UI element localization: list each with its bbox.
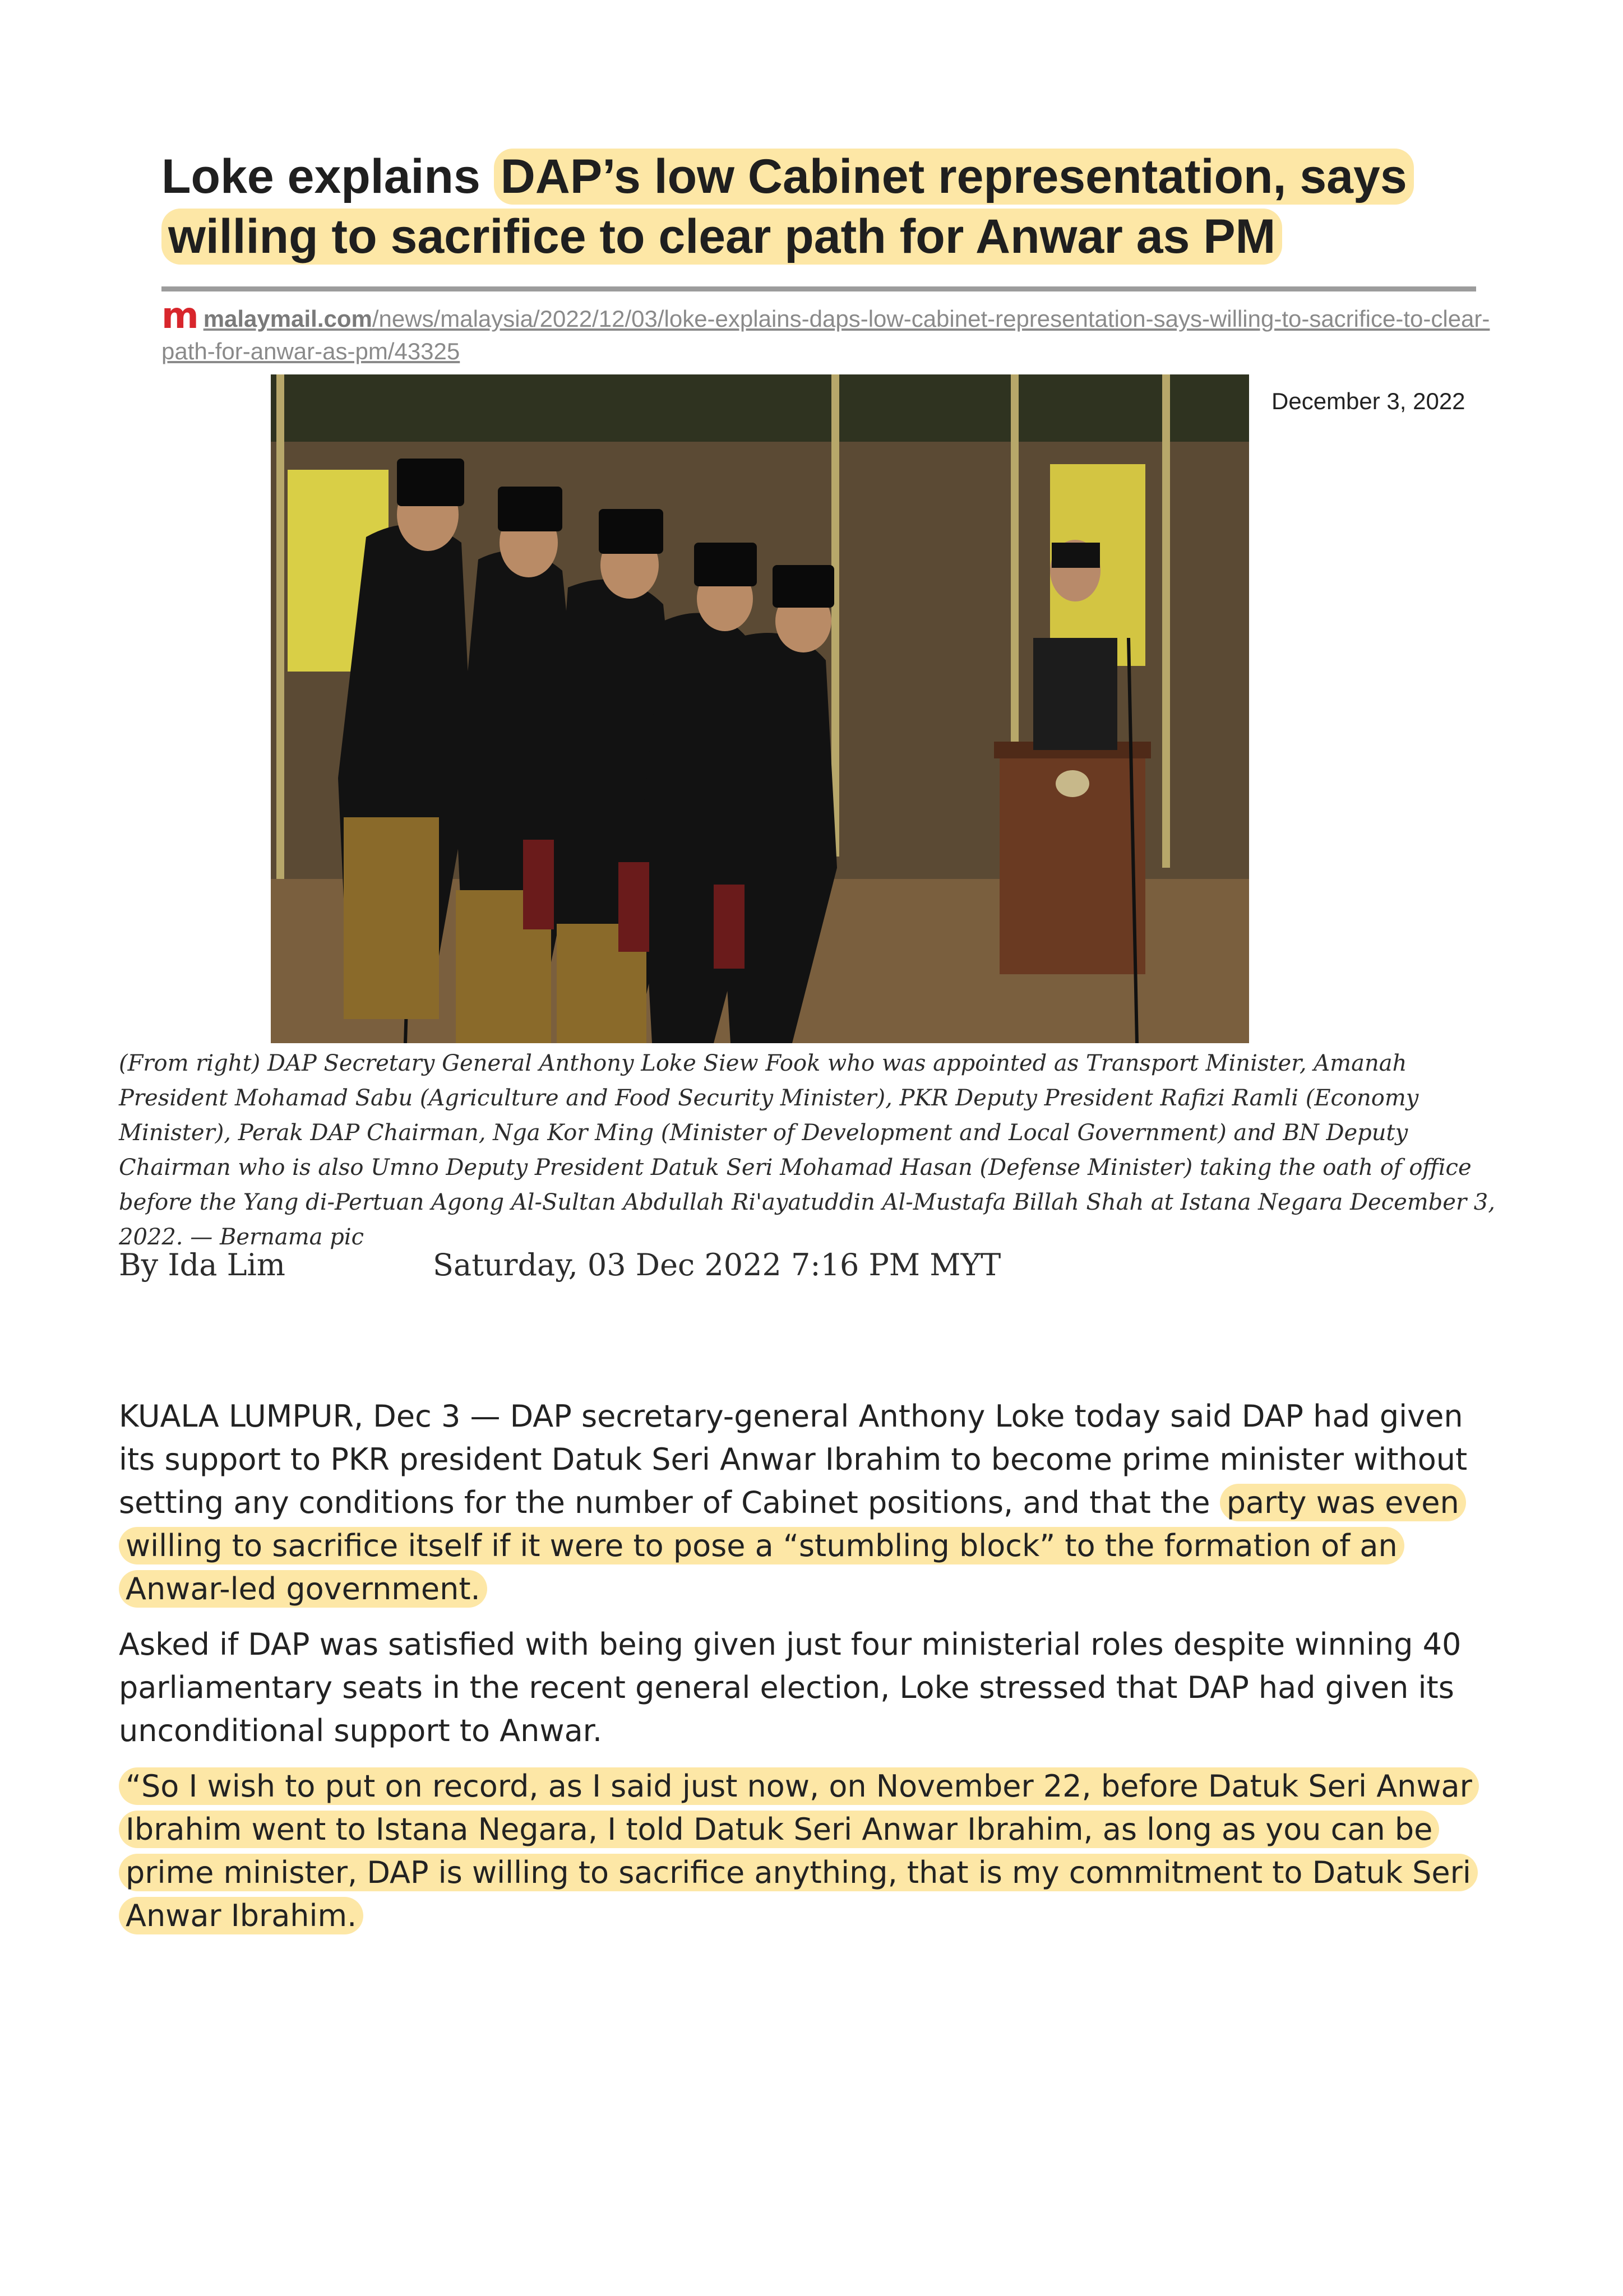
byline-datetime: Saturday, 03 Dec 2022 7:16 PM MYT <box>433 1247 1001 1283</box>
article-photo <box>271 374 1249 1043</box>
article-date: December 3, 2022 <box>1271 388 1465 414</box>
byline-author: By Ida Lim <box>119 1247 285 1283</box>
article-body <box>119 1395 1504 1950</box>
paragraph-3 <box>119 1765 1504 1937</box>
article-title <box>161 147 1485 267</box>
title-divider <box>161 286 1476 291</box>
paragraph-2: Asked if DAP was satisfied with being given just four ministerial roles despite winning 40 parliamentary seats in the recent general election, Loke stressed that DAP had given its unconditional support to Anwar. <box>119 1627 1462 1748</box>
byline <box>119 1247 1001 1283</box>
paragraph-1-highlight: party was even willing to sacrifice itself if it were to pose a “stumbling block” to the formation of an Anwar-led government. <box>119 1484 1466 1608</box>
malaymail-logo-icon: m <box>161 295 199 337</box>
paragraph-1-plain: KUALA LUMPUR, Dec 3 — DAP secretary-general Anthony Loke today said DAP had given its support to PKR president Datuk Seri Anwar Ibrahim to become prime minister without setting any conditions for the number of Cabinet positions, and that the <box>119 1399 1468 1520</box>
photo-caption: (From right) DAP Secretary General Anthony Loke Siew Fook who was appointed as Transport Minister, Amanah President Mohamad Sabu (Agriculture and Food Security Minister), PKR Deputy President Rafizi Ramli (Economy Minister), Perak DAP Chairman, Nga Kor Ming (Minister of Development and Local Government) and BN Deputy Chairman who is also Umno Deputy President Datuk Seri Mohamad Hasan (Defense Minister) taking the oath of office before the Yang di-Pertuan Agong Al-Sultan Abdullah Ri'ayatuddin Al-Mustafa Billah Shah at Istana Negara December 3, 2022. — Bernama pic <box>119 1050 1495 1250</box>
source-url[interactable]: malaymail.com/news/malaysia/2022/12/03/loke-explains-daps-low-cabinet-representation-says-willing-to-sacrifice-to-clear-path-for-anwar-as-pm/43325 <box>161 305 1490 364</box>
paragraph-1 <box>119 1395 1504 1610</box>
title-plain: Loke explains <box>161 150 480 203</box>
title-highlight: DAP’s low Cabinet representation, says willing to sacrifice to clear path for Anwar as PM <box>161 149 1414 265</box>
source-link[interactable] <box>161 295 1490 368</box>
paragraph-3-highlight: “So I wish to put on record, as I said just now, on November 22, before Datuk Seri Anwar Ibrahim went to Istana Negara, I told Datuk Seri Anwar Ibrahim, as long as you can be prime minister, DAP is willing to sacrifice anything, that is my commitment to Datuk Seri Anwar Ibrahim. <box>119 1767 1479 1934</box>
